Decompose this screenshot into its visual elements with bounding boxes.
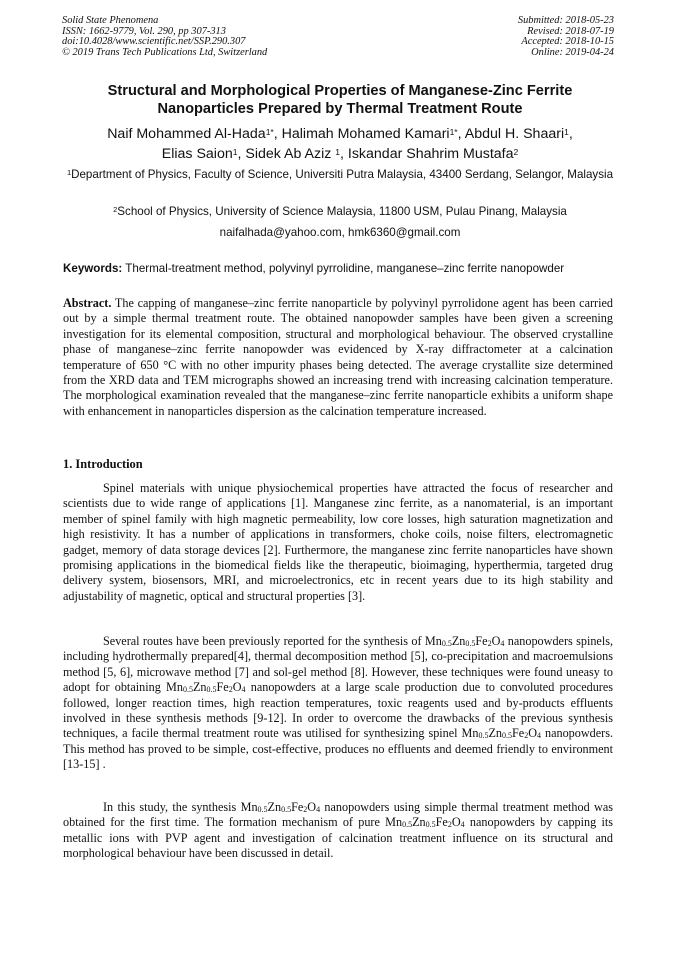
paper-title — [40, 83, 640, 118]
intro-paragraph-3 — [63, 800, 613, 862]
keywords — [63, 262, 623, 276]
author-name: Sidek Ab Aziz — [245, 145, 336, 162]
text-run: Several routes have been previously reported for the synthesis of — [103, 634, 425, 648]
author-affil-mark: 1 — [232, 146, 238, 157]
chemical-formula: $Mn_{0.5}Zn_{0.5}Fe_2O_4$ — [461, 726, 542, 741]
affiliation-1 — [55, 168, 625, 182]
keywords-text: Thermal-treatment method, polyvinyl pyrrolidine, manganese–zinc ferrite nanopowder — [122, 262, 565, 275]
affil-mark: 2 — [113, 205, 118, 214]
abstract-text: The capping of manganese–zinc ferrite nanoparticle by polyvinyl pyrrolidone agent has been carried out by a simple thermal treatment route. The obtained nanopowder samples have been given a screening investigation for its elemental composition, structural and morphological behaviour. The observed crystalline phase of manganese–zinc ferrite nanopowder was evidenced by X-ray diffractometer at a calcination temperature of 650 °C with no other impurity phases being detected. The average crystallite size determined from the XRD data and TEM micrographs showed an increasing trend with increasing calcination temperature. The morphological examination revealed that the manganese–zinc ferrite nanoparticle exhibits a uniform shape with enhancement in nanoparticles dispersion as the calcination temperature increased. — [63, 296, 613, 418]
author-affil-mark: 1* — [449, 127, 458, 137]
author-affil-mark: 2 — [513, 146, 519, 157]
separator: , — [457, 126, 465, 142]
text-run: In this study, the synthesis — [103, 800, 241, 814]
title-line-1: Structural and Morphological Properties of Manganese-Zinc Ferrite — [107, 83, 573, 99]
title-line-2: Nanoparticles Prepared by Thermal Treatment Route — [157, 100, 523, 117]
author-name: Abdul H. Shaari — [464, 126, 565, 142]
copyright: © 2019 Trans Tech Publications Ltd, Switzerland — [62, 46, 268, 58]
author-affil-mark: 1 — [335, 146, 340, 157]
submitted-date: Submitted: 2018-05-23 — [517, 15, 614, 26]
authors-line-2 — [40, 145, 640, 165]
author-name: Elias Saion — [161, 145, 233, 162]
separator: , — [340, 145, 348, 162]
author-name: Iskandar Shahrim Mustafa — [347, 145, 514, 162]
author-list — [40, 125, 640, 164]
affil-text: School of Physics, University of Science Malaysia, 11800 USM, Pulau Pinang, Malaysia — [117, 205, 567, 218]
intro-paragraph-1: Spinel materials with unique physiochemical properties have attracted the focus of researcher and scientists due to wide range of applications [1]. Manganese zinc ferrite, as a nanomaterial, is an important member of spinel family with high magnetic permeability, low core losses, high saturation magnetization and high resistivity. It has a number of applications in transformers, choke coils, noise filters, electromagnetic gadget, memory of data storage devices [2]. Furthermore, the manganese zinc ferrite nanoparticles have shown promising applications in the biomedical fields like the therapeutic, bioimaging, hyperthermia, targeted drug delivery system, biosensors, MRI, and microelectronics, etc in recent years due to its high stability and adjustability of magnetic, optical and structural properties [3]. — [63, 481, 613, 603]
text-run: nanopowders using simple thermal treatment method was obtained for the first time. The formation mechanism of pure — [63, 800, 613, 830]
issn-volume: ISSN: 1662-9779, Vol. 290, pp 307-313 — [62, 25, 226, 37]
online-date: Online: 2019-04-24 — [531, 46, 614, 58]
chemical-formula: $Mn_{0.5}Zn_{0.5}Fe_2O_4$ — [240, 800, 321, 814]
accepted-date: Accepted: 2018-10-15 — [521, 36, 614, 48]
abstract-label: Abstract. — [63, 296, 112, 310]
keywords-label: Keywords: — [63, 262, 123, 275]
author-affil-mark: 1 — [564, 127, 569, 137]
author-name: Halimah Mohamed Kamari — [281, 126, 450, 142]
chemical-formula: $Mn_{0.5}Zn_{0.5}Fe_2O_4$ — [385, 815, 465, 830]
journal-name: Solid State Phenomena — [62, 15, 159, 26]
separator: , — [237, 145, 246, 162]
author-affil-mark: 1* — [265, 127, 274, 137]
revised-date: Revised: 2018-07-19 — [527, 25, 614, 37]
section-heading-introduction: 1. Introduction — [63, 457, 143, 471]
affil-text: Department of Physics, Faculty of Science, Universiti Putra Malaysia, 43400 Serdang, Selangor, Malaysia — [71, 168, 614, 181]
text-run: nanopowders by capping its metallic ions with PVP agent and investigation of calcination treatment influence on its structural and morphological behaviour have been discussed in detail. — [63, 815, 613, 861]
abstract — [63, 296, 613, 419]
affil-mark: 1 — [66, 168, 72, 177]
separator: , — [273, 126, 282, 142]
text-run: nanopowders spinels, including hydrothermally prepared[4], thermal decomposition method [5], co-precipitation and macroemulsions method [5, 6], microwave method [7] and sol-gel method [8]. However, these techniques were found uneasy to adopt for obtaining — [63, 634, 614, 695]
contact-emails: naifalhada@yahoo.com, hmk6360@gmail.com — [219, 226, 461, 239]
chemical-formula: $Mn_{0.5}Zn_{0.5}Fe_2O_4$ — [424, 634, 505, 648]
chemical-formula: $Mn_{0.5}Zn_{0.5}Fe_2O_4$ — [166, 680, 246, 695]
authors-line-1 — [40, 125, 640, 145]
journal-info — [62, 16, 267, 58]
text-run: nanopowders. This method has proved to be simple, cost-effective, produces no effluents and deemed friendly to environment [13-15] . — [63, 726, 614, 772]
intro-paragraph-2 — [63, 634, 613, 773]
separator: , — [568, 126, 573, 142]
text-run: nanopowders at a large scale production due to convoluted procedures followed, longer reaction times, high reaction temperatures, toxic reagents used and by-products effluents involved in these synthesis methods [9-12]. In order to overcome the drawbacks of the previous synthesis techniques, a facile thermal treatment route was utilised for synthesizing spinel — [63, 680, 614, 741]
author-name: Naif Mohammed Al-Hada — [107, 126, 266, 142]
affiliation-2 — [55, 205, 625, 219]
doi: doi:10.4028/www.scientific.net/SSP.290.307 — [62, 36, 246, 48]
publication-dates — [518, 16, 614, 58]
